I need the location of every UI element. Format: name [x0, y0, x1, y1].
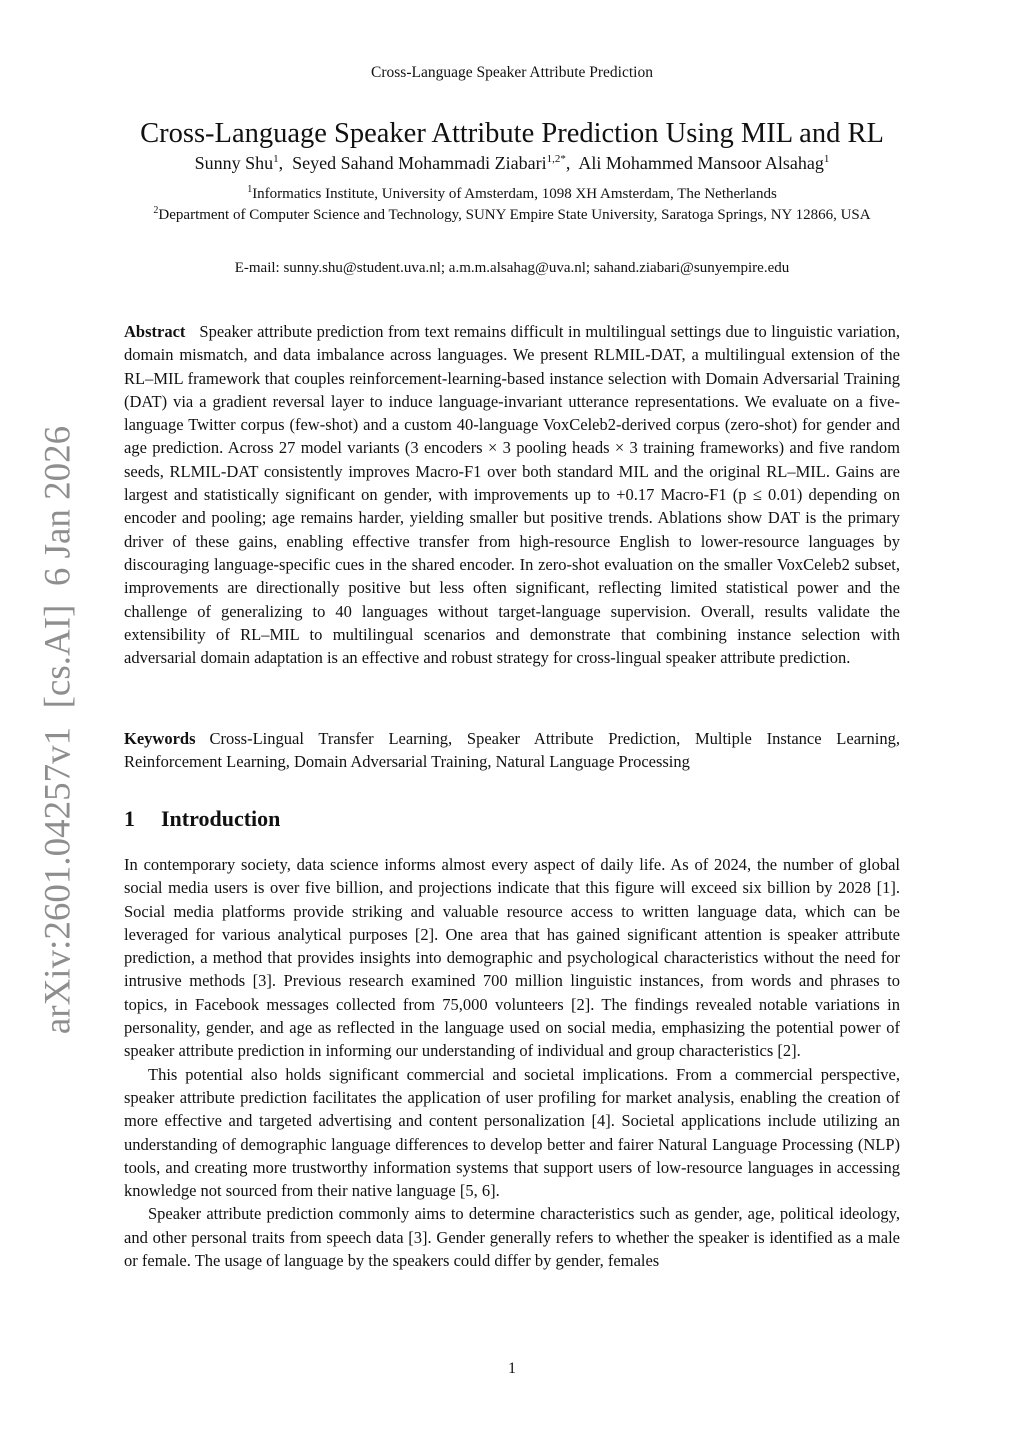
- keywords-label: Keywords: [124, 729, 196, 748]
- keywords: [124, 727, 900, 774]
- running-header: Cross-Language Speaker Attribute Prediction: [371, 64, 653, 81]
- author-list: Sunny Shu$^1$, Seyed Sahand Mohammadi Ziabari$^{1,2*}$, Ali Mohammed Mansoor Alsahag$^1$: [194, 153, 830, 173]
- section-heading: [124, 803, 280, 835]
- affiliation-text: Informatics Institute, University of Amsterdam, 1098 XH Amsterdam, The Netherlands: [252, 186, 777, 202]
- keywords-text: Cross-Lingual Transfer Learning, Speaker Attribute Prediction, Multiple Instance Learning, Reinforcement Learning, Domain Adversarial Training, Natural Language Processing: [124, 729, 900, 772]
- section-number: 1: [124, 806, 135, 831]
- page-number: 1: [508, 1360, 516, 1377]
- body-paragraph: This potential also holds significant commercial and societal implications. From a commercial perspective, speaker attribute prediction facilitates the application of user profiling for market analysis, enabling the creation of more effective and targeted advertising and content personalization [4]. Societal applications include utilizing an understanding of demographic language differences to develop better and fairer Natural Language Processing (NLP) tools, and creating more trustworthy information systems that support users of low-resource languages in accessing knowledge not sourced from their native language [5, 6].: [124, 1064, 900, 1201]
- paper-title: Cross-Language Speaker Attribute Prediction Using MIL and RL: [140, 118, 884, 149]
- arxiv-identifier-text: arXiv:2601.04257v1 [cs.AI] 6 Jan 2026: [37, 425, 79, 1035]
- introduction-body: [124, 853, 900, 1272]
- author-name: Seyed Sahand Mohammadi Ziabari: [292, 153, 547, 173]
- abstract-text: Speaker attribute prediction from text remains difficult in multilingual settings due to linguistic variation, domain mismatch, and data imbalance across languages. We present RLMIL-DAT, a multilingual extension of the RL–MIL framework that couples reinforcement-learning-based instance selection with Domain Adversarial Training (DAT) via a gradient reversal layer to induce language-invariant utterance representations. We evaluate on a five-language Twitter corpus (few-shot) and a custom 40-language VoxCeleb2-derived corpus (zero-shot) for gender and age prediction. Across 27 model variants (3 encoders × 3 pooling heads × 3 training frameworks) and five random seeds, RLMIL-DAT consistently improves Macro-F1 over both standard MIL and the original RL–MIL. Gains are largest and statistically significant on gender, with improvements up to +0.17 Macro-F1 (p ≤ 0.01) depending on encoder and pooling; age remains harder, yielding smaller but positive trends. Ablations show DAT is the primary driver of these gains, enabling effective transfer from high-resource English to lower-resource languages by discouraging language-specific cues in the shared encoder. In zero-shot evaluation on the smaller VoxCeleb2 subset, improvements are directionally positive but less often significant, reflecting limited statistical power and the challenge of generalizing to 40 languages without target-language supervision. Overall, results validate the extensibility of RL–MIL to multilingual scenarios and demonstrate that combining instance selection with adversarial domain adaptation is an effective and robust strategy for cross-lingual speaker attribute prediction.: [124, 322, 900, 668]
- abstract: [124, 320, 900, 669]
- section-title: Introduction: [161, 806, 281, 831]
- affiliation-mark: 2: [153, 205, 159, 216]
- affiliation-text: Department of Computer Science and Technology, SUNY Empire State University, Saratoga Springs, NY 12866, USA: [158, 207, 871, 223]
- author-affiliation-mark: 1: [823, 153, 830, 165]
- author-name: Sunny Shu: [194, 153, 274, 173]
- body-paragraph: In contemporary society, data science informs almost every aspect of daily life. As of 2024, the number of global social media users is over five billion, and projections indicate that this figure will exceed six billion by 2028 [1]. Social media platforms provide striking and valuable resource access to written language data, which can be leveraged for various analytical purposes [2]. One area that has gained significant attention is speaker attribute prediction, a method that provides insights into demographic and psychological characteristics without the need for intrusive methods [3]. Previous research examined 700 million linguistic instances, from words and phrases to topics, in Facebook messages collected from 75,000 volunteers [2]. The findings revealed notable variations in personality, gender, and age as reflected in the language used on social media, emphasizing the potential power of speaker attribute prediction in informing our understanding of individual and group characteristics [2].: [124, 855, 900, 1061]
- affiliation-2: [140, 205, 884, 226]
- affiliation-1: [0, 184, 1024, 205]
- author-affiliation-mark: 1,2*: [546, 153, 566, 165]
- email-line: E-mail: sunny.shu@student.uva.nl; a.m.m.alsahag@uva.nl; sahand.ziabari@sunyempire.edu: [234, 260, 790, 276]
- author-affiliation-mark: 1: [273, 153, 279, 165]
- author-name: Ali Mohammed Mansoor Alsahag: [578, 153, 824, 173]
- body-paragraph: Speaker attribute prediction commonly aims to determine characteristics such as gender, age, political ideology, and other personal traits from speech data [3]. Gender generally refers to whether the speaker is identified as a male or female. The usage of language by the speakers could differ by gender, females: [124, 1204, 900, 1271]
- abstract-label: Abstract: [124, 322, 186, 341]
- affiliation-mark: 1: [247, 184, 253, 195]
